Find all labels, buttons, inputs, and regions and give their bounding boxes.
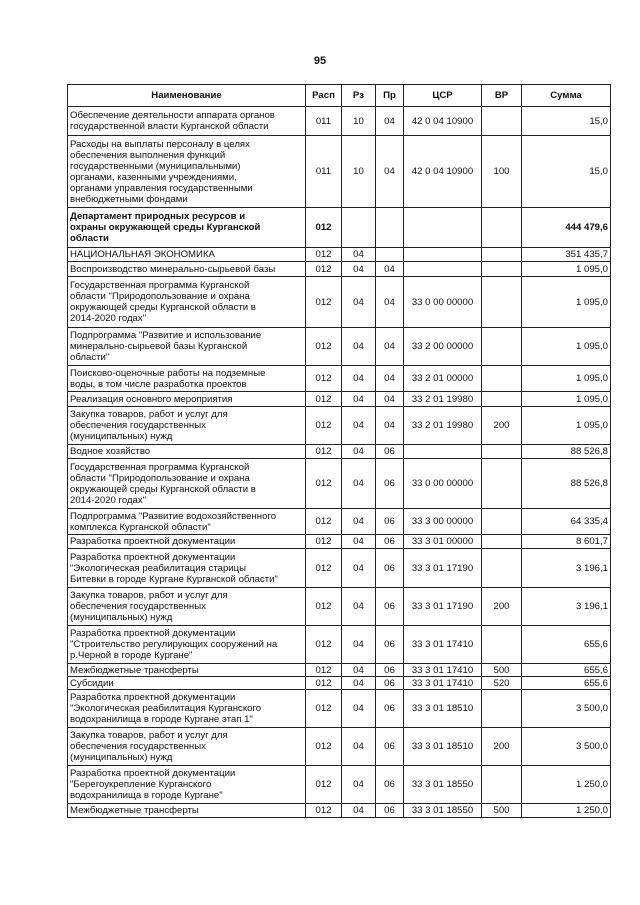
cell-name — [68, 766, 306, 804]
cell-name — [68, 328, 306, 366]
cell-name-line: области "Природопользование и охрана — [70, 472, 250, 484]
cell-sum: 3 500,0 — [522, 728, 611, 766]
cell-vr: 100 — [482, 136, 522, 208]
cell-name-line: обеспечения выполнения функций — [70, 149, 226, 161]
cell-name-line: водохранилища в городе Кургане" — [70, 790, 223, 801]
cell-name-line: Подпрограмма "Развитие и использование — [70, 330, 262, 341]
cell-name — [68, 262, 306, 277]
cell-vr — [482, 277, 522, 328]
header-rz: Рз — [342, 85, 376, 107]
cell-name-line: Государственная программа Курганской — [70, 461, 250, 473]
cell-name — [68, 248, 306, 262]
cell-name-line: Департамент природных ресурсов и — [70, 211, 246, 222]
cell-vr — [482, 626, 522, 664]
cell-name-line: внебюджетными фондами — [70, 193, 188, 205]
cell-csr: 33 3 01 18510 — [404, 690, 482, 728]
cell-rasp: 012 — [306, 277, 342, 328]
cell-rz: 04 — [342, 766, 376, 804]
cell-rasp: 012 — [306, 664, 342, 677]
cell-rasp: 012 — [306, 262, 342, 277]
cell-name-line: Разработка проектной документации — [70, 628, 236, 639]
cell-rz — [342, 208, 376, 248]
cell-csr: 33 3 01 17410 — [404, 626, 482, 664]
budget-table — [67, 84, 611, 818]
table-row — [68, 392, 611, 407]
cell-csr: 33 3 01 17410 — [404, 664, 482, 677]
cell-pr: 06 — [376, 626, 404, 664]
cell-sum: 3 196,1 — [522, 588, 611, 626]
cell-name-line: воды, в том числе разработка проектов — [70, 378, 247, 390]
cell-name-line: органами управления государственными — [70, 182, 253, 194]
cell-name-line: Разработка проектной документации — [70, 551, 236, 563]
table-row — [68, 328, 611, 366]
cell-name-line: "Экологическая реабилитация Курганского — [70, 703, 262, 714]
cell-rasp: 012 — [306, 445, 342, 459]
table-row — [68, 804, 611, 818]
cell-rz: 04 — [342, 728, 376, 766]
cell-sum: 3 500,0 — [522, 690, 611, 728]
cell-sum: 444 479,6 — [522, 208, 611, 248]
cell-name-line: (муниципальных) нужд — [70, 612, 173, 623]
cell-pr: 06 — [376, 588, 404, 626]
cell-rasp: 012 — [306, 690, 342, 728]
cell-vr: 500 — [482, 664, 522, 677]
page-number: 95 — [313, 55, 327, 67]
cell-name-line: Реализация основного мероприятия — [70, 393, 233, 405]
cell-vr — [482, 535, 522, 549]
cell-name-line: р.Черной в городе Кургане" — [70, 650, 193, 661]
table-row — [68, 690, 611, 728]
cell-pr: 06 — [376, 804, 404, 818]
header-pr: Пр — [376, 85, 404, 107]
cell-rasp: 012 — [306, 366, 342, 392]
cell-vr — [482, 248, 522, 262]
cell-name-line: Поисково-оценочные работы на подземные — [70, 367, 266, 379]
cell-csr: 42 0 04 10900 — [404, 136, 482, 208]
cell-sum: 1 095,0 — [522, 366, 611, 392]
cell-name — [68, 445, 306, 459]
cell-pr: 04 — [376, 107, 404, 136]
cell-vr — [482, 766, 522, 804]
table-row — [68, 445, 611, 459]
cell-rasp: 012 — [306, 459, 342, 509]
header-vr: ВР — [482, 85, 522, 107]
cell-name-line: области — [70, 233, 109, 244]
cell-name-line: Государственная программа Курганской — [70, 280, 250, 291]
cell-rz: 04 — [342, 677, 376, 690]
cell-name-line: Закупка товаров, работ и услуг для — [70, 409, 228, 420]
cell-name-line: Воспроизводство минерально-сырьевой базы — [70, 263, 276, 275]
cell-rasp: 012 — [306, 728, 342, 766]
table-row — [68, 277, 611, 328]
cell-pr: 06 — [376, 509, 404, 535]
cell-vr: 200 — [482, 588, 522, 626]
cell-name-line: области "Природопользование и охрана — [70, 291, 250, 302]
cell-name-line: "Строительство регулирующих сооружений на — [70, 639, 278, 650]
cell-name — [68, 804, 306, 818]
cell-pr: 04 — [376, 262, 404, 277]
cell-name-line: НАЦИОНАЛЬНАЯ ЭКОНОМИКА — [70, 249, 215, 260]
cell-rz: 04 — [342, 366, 376, 392]
cell-rz: 04 — [342, 804, 376, 818]
table-row — [68, 766, 611, 804]
cell-sum: 655,6 — [522, 677, 611, 690]
cell-name-line: окружающей среды Курганской области в — [70, 483, 256, 495]
cell-name — [68, 535, 306, 549]
table-row — [68, 626, 611, 664]
table-header-row — [68, 85, 611, 107]
cell-name-line: минерально-сырьевой базы Курганской — [70, 341, 248, 352]
cell-rz: 04 — [342, 248, 376, 262]
cell-name — [68, 392, 306, 407]
table-row — [68, 459, 611, 509]
cell-pr: 06 — [376, 664, 404, 677]
cell-csr: 33 2 01 19980 — [404, 392, 482, 407]
cell-name — [68, 107, 306, 136]
cell-vr — [482, 262, 522, 277]
cell-rz: 04 — [342, 277, 376, 328]
cell-name-line: Субсидии — [70, 677, 114, 689]
cell-csr: 33 2 00 00000 — [404, 328, 482, 366]
cell-name — [68, 208, 306, 248]
cell-sum: 8 601,7 — [522, 535, 611, 549]
cell-name-line: Межбюджетные трансферты — [70, 664, 199, 676]
cell-rasp: 011 — [306, 107, 342, 136]
header-sum: Сумма — [522, 85, 611, 107]
cell-pr: 06 — [376, 549, 404, 588]
cell-sum: 88 526,8 — [522, 445, 611, 459]
cell-vr — [482, 208, 522, 248]
cell-pr: 06 — [376, 459, 404, 509]
cell-rz: 10 — [342, 136, 376, 208]
cell-name — [68, 690, 306, 728]
header-rasp: Расп — [306, 85, 342, 107]
cell-vr: 200 — [482, 407, 522, 445]
cell-vr — [482, 328, 522, 366]
cell-name-line: Разработка проектной документации — [70, 536, 236, 547]
cell-name — [68, 277, 306, 328]
cell-name-line: обеспечения государственных — [70, 420, 206, 431]
table-row — [68, 366, 611, 392]
cell-rz: 04 — [342, 392, 376, 407]
cell-name-line: Подпрограмма "Развитие водохозяйственного — [70, 510, 277, 522]
cell-csr — [404, 208, 482, 248]
cell-pr: 06 — [376, 535, 404, 549]
cell-name-line: государственной власти Курганской области — [70, 121, 269, 132]
cell-name-line: комплекса Курганской области" — [70, 521, 211, 533]
cell-rasp: 012 — [306, 208, 342, 248]
table-row — [68, 107, 611, 136]
cell-pr: 04 — [376, 407, 404, 445]
cell-sum: 655,6 — [522, 664, 611, 677]
table-row — [68, 262, 611, 277]
cell-pr: 06 — [376, 690, 404, 728]
table-row — [68, 509, 611, 535]
cell-csr: 33 2 01 00000 — [404, 366, 482, 392]
cell-csr: 33 0 00 00000 — [404, 459, 482, 509]
cell-sum: 64 335,4 — [522, 509, 611, 535]
cell-csr: 33 3 01 18550 — [404, 804, 482, 818]
table-body — [68, 107, 611, 818]
cell-vr — [482, 459, 522, 509]
cell-csr: 33 3 01 00000 — [404, 535, 482, 549]
cell-sum: 1 095,0 — [522, 277, 611, 328]
table-row — [68, 664, 611, 677]
cell-vr: 500 — [482, 804, 522, 818]
cell-pr — [376, 208, 404, 248]
cell-rasp: 012 — [306, 626, 342, 664]
cell-vr — [482, 549, 522, 588]
cell-vr — [482, 392, 522, 407]
cell-rz: 04 — [342, 549, 376, 588]
cell-pr: 04 — [376, 277, 404, 328]
cell-name-line: 2014-2020 годах" — [70, 313, 147, 324]
cell-rz: 04 — [342, 407, 376, 445]
cell-name — [68, 626, 306, 664]
cell-name-line: 2014-2020 годах" — [70, 494, 147, 506]
cell-sum: 15,0 — [522, 107, 611, 136]
cell-name-line: Водное хозяйство — [70, 446, 151, 457]
header-name: Наименование — [68, 85, 306, 107]
cell-csr: 33 3 01 17190 — [404, 549, 482, 588]
cell-name-line: Закупка товаров, работ и услуг для — [70, 590, 228, 601]
cell-rasp: 012 — [306, 407, 342, 445]
cell-name — [68, 588, 306, 626]
cell-sum: 3 196,1 — [522, 549, 611, 588]
cell-name-line: Разработка проектной документации — [70, 692, 236, 703]
cell-rz: 04 — [342, 328, 376, 366]
cell-name — [68, 509, 306, 535]
cell-rasp: 012 — [306, 509, 342, 535]
cell-rz: 04 — [342, 535, 376, 549]
cell-sum: 15,0 — [522, 136, 611, 208]
table-row — [68, 549, 611, 588]
table-row — [68, 136, 611, 208]
cell-name-line: Межбюджетные трансферты — [70, 805, 199, 816]
cell-name-line: (муниципальных) нужд — [70, 431, 173, 442]
cell-csr: 33 0 00 00000 — [404, 277, 482, 328]
cell-pr: 06 — [376, 677, 404, 690]
cell-name — [68, 664, 306, 677]
table-row — [68, 677, 611, 690]
cell-pr: 06 — [376, 766, 404, 804]
cell-rz: 04 — [342, 626, 376, 664]
cell-pr: 04 — [376, 328, 404, 366]
cell-vr — [482, 509, 522, 535]
cell-sum: 1 095,0 — [522, 262, 611, 277]
cell-name-line: Битевки в городе Кургане Курганской области" — [70, 573, 278, 585]
cell-name-line: обеспечения государственных — [70, 741, 206, 752]
cell-name — [68, 677, 306, 690]
cell-sum: 1 250,0 — [522, 766, 611, 804]
cell-rasp: 012 — [306, 549, 342, 588]
cell-vr — [482, 366, 522, 392]
cell-name — [68, 136, 306, 208]
cell-rasp: 012 — [306, 392, 342, 407]
header-csr: ЦСР — [404, 85, 482, 107]
cell-csr: 33 3 01 17410 — [404, 677, 482, 690]
cell-rasp: 012 — [306, 535, 342, 549]
cell-name — [68, 549, 306, 588]
table-row — [68, 248, 611, 262]
cell-csr — [404, 445, 482, 459]
cell-name-line: Расходы на выплаты персоналу в целях — [70, 138, 250, 150]
cell-csr — [404, 248, 482, 262]
cell-rz: 04 — [342, 445, 376, 459]
cell-pr: 04 — [376, 366, 404, 392]
cell-vr — [482, 445, 522, 459]
cell-rz: 04 — [342, 262, 376, 277]
cell-name — [68, 459, 306, 509]
cell-name-line: органами, казенными учреждениями, — [70, 171, 237, 183]
table-row — [68, 535, 611, 549]
cell-pr: 06 — [376, 728, 404, 766]
cell-name-line: Разработка проектной документации — [70, 768, 236, 779]
cell-name — [68, 407, 306, 445]
cell-rasp: 012 — [306, 766, 342, 804]
cell-name-line: государственными (муниципальными) — [70, 160, 241, 172]
cell-pr — [376, 248, 404, 262]
cell-rasp: 012 — [306, 588, 342, 626]
cell-name-line: "Экологическая реабилитация старицы — [70, 562, 247, 574]
cell-name-line: Обеспечение деятельности аппарата органов — [70, 110, 275, 121]
cell-pr: 06 — [376, 445, 404, 459]
cell-csr: 33 3 01 18550 — [404, 766, 482, 804]
cell-name — [68, 366, 306, 392]
cell-name-line: окружающей среды Курганской области в — [70, 302, 256, 313]
cell-csr: 33 2 01 19980 — [404, 407, 482, 445]
cell-name — [68, 728, 306, 766]
table-row — [68, 728, 611, 766]
cell-name-line: водохранилища в городе Кургане этап 1" — [70, 714, 253, 725]
cell-vr: 200 — [482, 728, 522, 766]
cell-rz: 10 — [342, 107, 376, 136]
cell-rasp: 012 — [306, 248, 342, 262]
cell-sum: 1 250,0 — [522, 804, 611, 818]
cell-rz: 04 — [342, 509, 376, 535]
cell-name-line: "Берегоукрепление Курганского — [70, 779, 212, 790]
cell-sum: 1 095,0 — [522, 328, 611, 366]
cell-rz: 04 — [342, 588, 376, 626]
cell-vr — [482, 107, 522, 136]
cell-sum: 655,6 — [522, 626, 611, 664]
cell-name-line: Закупка товаров, работ и услуг для — [70, 730, 228, 741]
cell-csr: 33 3 00 00000 — [404, 509, 482, 535]
cell-sum: 351 435,7 — [522, 248, 611, 262]
table-row — [68, 588, 611, 626]
cell-vr: 520 — [482, 677, 522, 690]
cell-name-line: области" — [70, 352, 110, 363]
cell-rasp: 012 — [306, 328, 342, 366]
cell-csr: 33 3 01 18510 — [404, 728, 482, 766]
cell-pr: 04 — [376, 392, 404, 407]
cell-sum: 1 095,0 — [522, 407, 611, 445]
table-row — [68, 208, 611, 248]
cell-rz: 04 — [342, 690, 376, 728]
cell-rasp: 011 — [306, 136, 342, 208]
cell-rasp: 012 — [306, 677, 342, 690]
cell-csr: 33 3 01 17190 — [404, 588, 482, 626]
cell-vr — [482, 690, 522, 728]
cell-rz: 04 — [342, 459, 376, 509]
cell-csr — [404, 262, 482, 277]
cell-sum: 88 526,8 — [522, 459, 611, 509]
cell-rasp: 012 — [306, 804, 342, 818]
cell-name-line: (муниципальных) нужд — [70, 752, 173, 763]
cell-sum: 1 095,0 — [522, 392, 611, 407]
cell-name-line: обеспечения государственных — [70, 601, 206, 612]
cell-pr: 04 — [376, 136, 404, 208]
cell-name-line: охраны окружающей среды Курганской — [70, 222, 261, 233]
cell-csr: 42 0 04 10900 — [404, 107, 482, 136]
cell-rz: 04 — [342, 664, 376, 677]
table-row — [68, 407, 611, 445]
